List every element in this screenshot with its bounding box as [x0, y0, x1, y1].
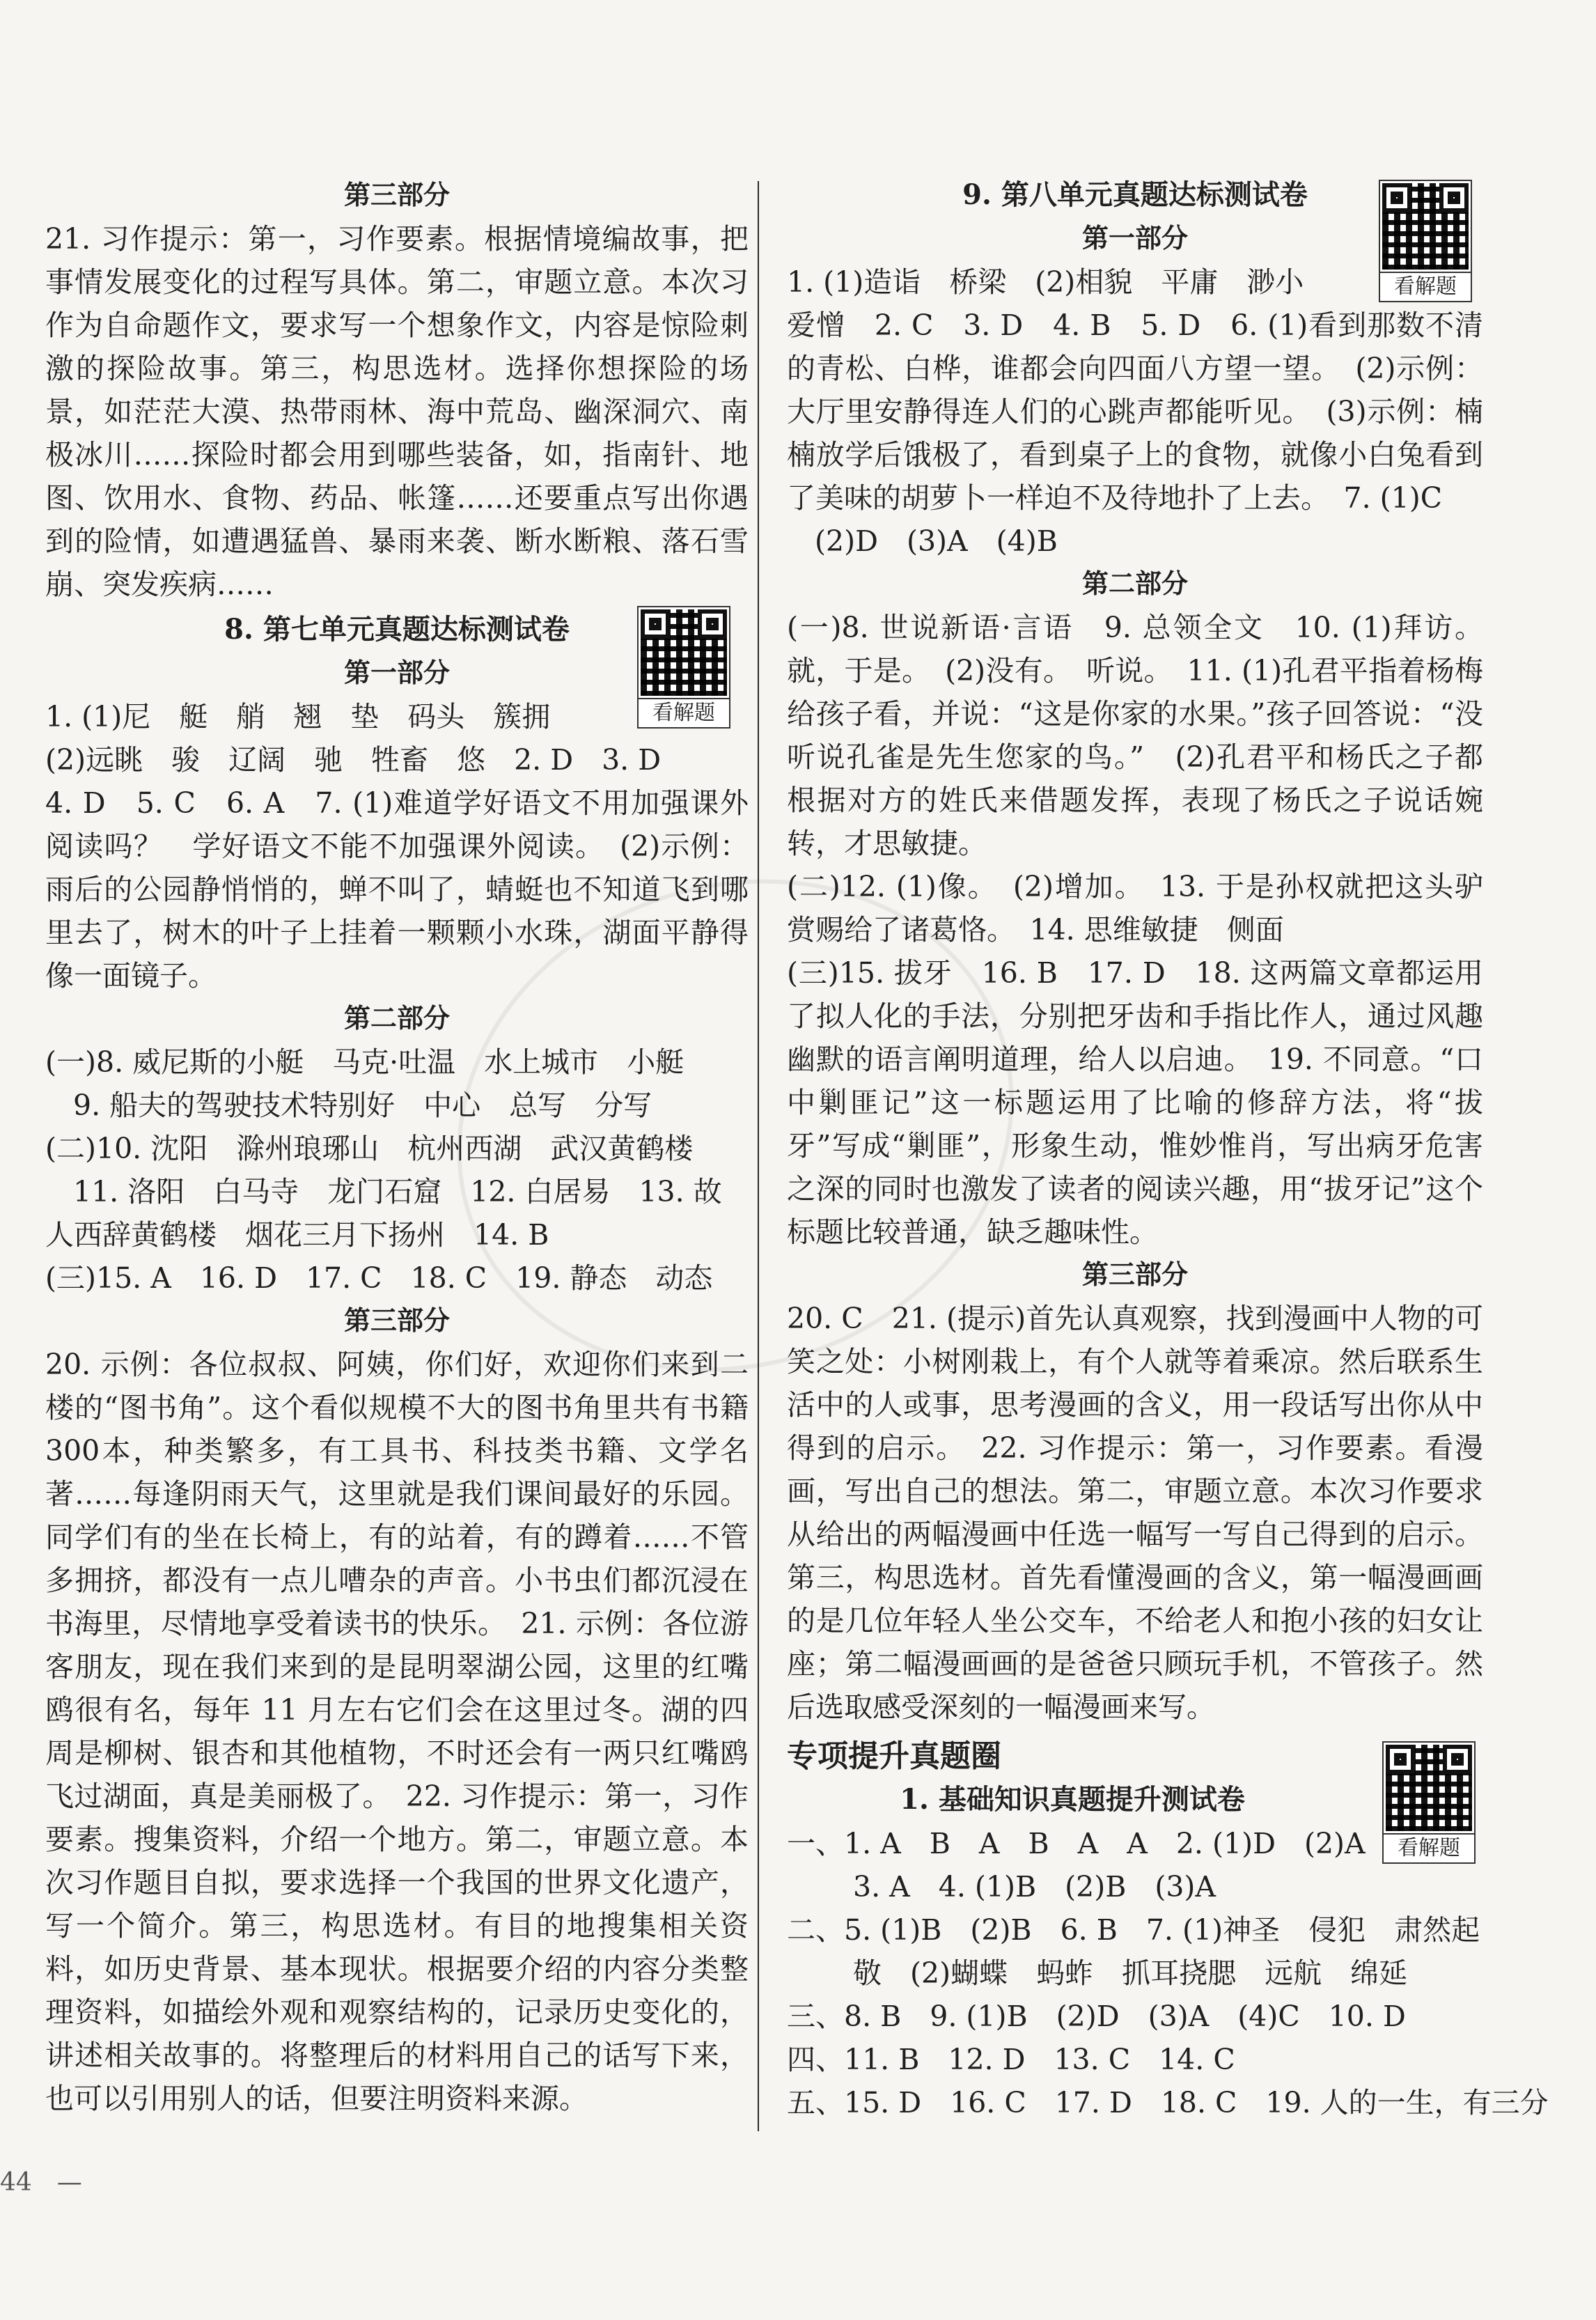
answer-line: 9. 船夫的驾驶技术特别好 中心 总写 分写 [73, 1089, 652, 1122]
page-number: 44 — [0, 2168, 82, 2197]
left-column [45, 174, 749, 2120]
answer-line: (一)8. 威尼斯的小艇 马克·吐温 水上城市 小艇 [45, 1045, 684, 1079]
qr-code-test-8[interactable] [637, 606, 730, 729]
column-divider [758, 181, 759, 2131]
answer-line: 二、5. (1)B (2)B 6. B 7. (1)神圣 侵犯 肃然起 [787, 1913, 1480, 1947]
right-column [787, 174, 1549, 2124]
answer-line: 五、15. D 16. C 17. D 18. C 19. 人的一生，有三分 [787, 2086, 1549, 2119]
answer-line: (2)D (3)A (4)B [815, 524, 1058, 558]
answer-paragraph: 4. D 5. C 6. A 7. (1)难道学好语文不用加强课外阅读吗？ 学好语文不能不加强课外阅读。 (2)示例：雨后的公园静悄悄的，蝉不叫了，蜻蜓也不知道飞到哪里去了，树木的叶子上挂着一颗颗小水珠，湖面平静得像一面镜子。 [45, 786, 749, 992]
answer-line: 11. 洛阳 白马寺 龙门石窟 12. 白居易 13. 故 [73, 1175, 722, 1208]
answer-line: 1. (1)造诣 桥梁 (2)相貌 平庸 渺小 [787, 265, 1304, 299]
qr-code-icon [1382, 183, 1469, 270]
special-section-heading: 专项提升真题圈 [787, 1738, 1001, 1774]
section-title: 第三部分 [343, 1305, 450, 1336]
answer-21: 21. 习作提示：第一，习作要素。根据情境编故事，把事情发展变化的过程写具体。第二，审题立意。本次习作为自命题作文，要求写一个想象作文，内容是惊险刺激的探险故事。第三，构思选材。选择你想探险的场景，如茫茫大漠、热带雨林、海中荒岛、幽深洞穴、南极冰川……探险时都会用到哪些装备，如，指南针、地图、饮用水、食物、药品、帐篷……还要重点写出你遇到的险情，如遭遇猛兽、暴雨来袭、断水断粮、落石雪崩、突发疾病…… [45, 222, 749, 601]
answer-line: 1. (1)尼 艇 艄 翘 垫 码头 簇拥 [45, 700, 551, 733]
test-9-title: 9. 第八单元真题达标测试卷 [962, 178, 1308, 211]
answer-paragraph: 20. C 21. (提示)首先认真观察，找到漫画中人物的可笑之处：小树刚栽上，有个人就等着乘凉。然后联系生活中的人或事，思考漫画的含义，用一段话写出你从中得到的启示。 22. 习作提示：第一，习作要素。看漫画，写出自己的想法。第二，审题立意。本次习作要求从给出的两幅漫画中任选一幅写一写自己得到的启示。第三，构思选材。首先看懂漫画的含义，第一幅漫画画的是几位年轻人坐公交车，不给老人和抱小孩的妇女让座；第二幅漫画画的是爸爸只顾玩手机，不管孩子。然后选取感受深刻的一幅漫画来写。 [787, 1302, 1483, 1724]
section-title: 第一部分 [343, 657, 450, 688]
answer-paragraph: 爱憎 2. C 3. D 4. B 5. D 6. (1)看到那数不清的青松、白桦，谁都会向四面八方望一望。 (2)示例：大厅里安静得连人们的心跳声都能听见。 (3)示例：楠楠放学后饿极了，看到桌子上的食物，就像小白兔看到了美味的胡萝卜一样迫不及待地扑了上去。 7. (1)C [787, 309, 1483, 515]
answer-line: 3. A 4. (1)B (2)B (3)A [853, 1870, 1216, 1904]
section-title: 第一部分 [1081, 222, 1188, 254]
section-title: 第二部分 [343, 1002, 450, 1034]
answer-line: 三、8. B 9. (1)B (2)D (3)A (4)C 10. D [787, 2000, 1406, 2033]
answer-paragraph: (二)12. (1)像。 (2)增加。 13. 于是孙权就把这头驴赏赐给了诸葛恪。 14. 思维敏捷 侧面 [787, 870, 1483, 947]
qr-label: 看解题 [1384, 1833, 1474, 1862]
answer-paragraph: (三)15. 拔牙 16. B 17. D 18. 这两篇文章都运用了拟人化的手法，分别把牙齿和手指比作人，通过风趣幽默的语言阐明道理，给人以启迪。 19. 不同意。“口中剿匪记”这一标题运用了比喻的修辞方法，将“拔牙”写成“剿匪”，形象生动，惟妙惟肖，写出病牙危害之深的同时也激发了读者的阅读兴趣，用“拔牙记”这个标题比较普通，缺乏趣味性。 [787, 956, 1483, 1249]
answer-line: 一、1. A B A B A A 2. (1)D (2)A [787, 1827, 1366, 1860]
answer-line: 四、11. B 12. D 13. C 14. C [787, 2043, 1235, 2076]
answer-line: (2)远眺 骏 辽阔 驰 牲畜 悠 2. D 3. D [45, 743, 662, 777]
qr-code-test-9[interactable] [1379, 180, 1472, 302]
answer-line: 敬 (2)蝴蝶 蚂蚱 抓耳挠腮 远航 绵延 [853, 1956, 1408, 1990]
qr-label: 看解题 [639, 698, 729, 727]
answer-line: (二)10. 沈阳 滁州琅琊山 杭州西湖 武汉黄鹤楼 [45, 1132, 694, 1165]
answer-line: (三)15. A 16. D 17. C 18. C 19. 静态 动态 [45, 1261, 713, 1295]
test-8-title: 8. 第七单元真题达标测试卷 [224, 613, 570, 646]
section-title: 第三部分 [343, 179, 450, 210]
answer-line: 人西辞黄鹤楼 烟花三月下扬州 14. B [45, 1218, 549, 1252]
section-title: 第二部分 [1081, 568, 1188, 599]
answer-paragraph: 20. 示例：各位叔叔、阿姨，你们好，欢迎你们来到二楼的“图书角”。这个看似规模不大的图书角里共有书籍300本，种类繁多，有工具书、科技类书籍、文学名著……每逢阴雨天气，这里就是我们课间最好的乐园。同学们有的坐在长椅上，有的站着，有的蹲着……不管多拥挤，都没有一点儿嘈杂的声音。小书虫们都沉浸在书海里，尽情地享受着读书的快乐。 21. 示例：各位游客朋友，现在我们来到的是昆明翠湖公园，这里的红嘴鸥很有名，每年 11 月左右它们会在这里过冬。湖的四周是柳树、银杏和其他植物，不时还会有一两只红嘴鸥飞过湖面，真是美丽极了。 22. 习作提示：第一，习作要素。搜集资料，介绍一个地方。第二，审题立意。本次习作题目自拟，要求选择一个我国的世界文化遗产，写一个简介。第三，构思选材。有目的地搜集相关资料，如历史背景、基本现状。根据要介绍的内容分类整理资料，如描绘外观和观察结构的，记录历史变化的，讲述相关故事的。将整理后的材料用自己的话写下来，也可以引用别人的话，但要注明资料来源。 [45, 1348, 749, 2115]
qr-code-icon [641, 609, 727, 696]
qr-label: 看解题 [1380, 272, 1471, 301]
qr-code-icon [1386, 1745, 1472, 1831]
test-1-title: 1. 基础知识真题提升测试卷 [900, 1783, 1245, 1816]
answer-paragraph: (一)8. 世说新语·言语 9. 总领全文 10. (1)拜访。就，于是。 (2)没有。 听说。 11. (1)孔君平指着杨梅给孩子看，并说：“这是你家的水果。”孩子回答说：“没听说孔雀是先生您家的鸟。” (2)孔君平和杨氏之子都根据对方的姓氏来借题发挥，表现了杨氏之子说话婉转，才思敏捷。 [787, 611, 1483, 860]
section-title: 第三部分 [1081, 1259, 1188, 1290]
qr-code-special-1[interactable] [1382, 1741, 1476, 1864]
